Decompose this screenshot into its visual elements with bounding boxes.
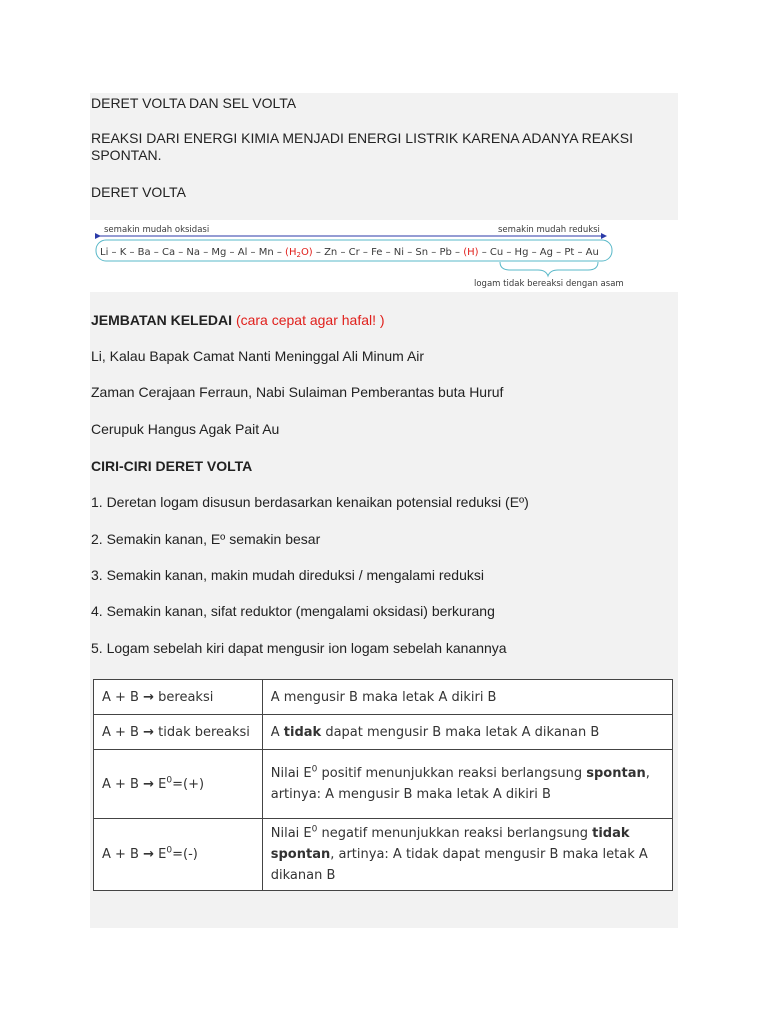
- table-row: [94, 680, 673, 715]
- mnemonic-note: (cara cepat agar hafal! ): [235, 312, 385, 328]
- reaction-table: [93, 679, 673, 891]
- table-cell-condition: $A + B \to E^0=(+)$: [94, 750, 263, 819]
- intro-paragraph: REAKSI DARI ENERGI KIMIA MENJADI ENERGI LISTRIK KARENA ADANYA REAKSI SPONTAN.: [91, 130, 633, 163]
- ciri-item: 3. Semakin kanan, makin mudah direduksi / mengalami reduksi: [91, 567, 484, 583]
- table-row: [94, 715, 673, 750]
- mnemonic-heading: [91, 312, 385, 329]
- label-oksidasi: semakin mudah oksidasi: [104, 225, 210, 235]
- table-cell-meaning: A tidak dapat mengusir B maka letak A dikanan B: [262, 715, 672, 750]
- deret-volta-diagram: [90, 220, 678, 292]
- label-reduksi: semakin mudah reduksi: [498, 225, 600, 235]
- ciri-heading: CIRI-CIRI DERET VOLTA: [91, 458, 253, 474]
- mnemonic-title: JEMBATAN KELEDAI: [91, 312, 233, 328]
- page-title: DERET VOLTA DAN SEL VOLTA: [91, 95, 297, 111]
- table-cell-meaning: Nilai $E^0$ positif menunjukkan reaksi berlangsung spontan, artinya: A mengusir B maka letak A dikiri B: [262, 750, 672, 819]
- ciri-item: 2. Semakin kanan, Eº semakin besar: [91, 531, 321, 547]
- table-row: [94, 750, 673, 819]
- mnemonic-line: Cerupuk Hangus Agak Pait Au: [91, 421, 280, 437]
- ciri-item: 1. Deretan logam disusun berdasarkan kenaikan potensial reduksi (Eº): [91, 494, 529, 510]
- table-row: [94, 819, 673, 891]
- ciri-item: 4. Semakin kanan, sifat reduktor (mengalami oksidasi) berkurang: [91, 603, 495, 619]
- mnemonic-line: Li, Kalau Bapak Camat Nanti Meninggal Ali Minum Air: [91, 348, 425, 364]
- arrow-icon: →: [143, 724, 155, 740]
- table-cell-meaning: Nilai $E^0$ negatif menunjukkan reaksi berlangsung tidak spontan, artinya: A tidak dapat mengusir B maka letak A dikanan B: [262, 819, 672, 891]
- arrow-icon: →: [143, 776, 155, 792]
- deret-volta-figure: [90, 220, 678, 292]
- table-cell-condition: $A + B \to E^0=(-)$: [94, 819, 263, 891]
- section-heading-deret-volta: DERET VOLTA: [91, 184, 186, 200]
- table-cell-meaning: A mengusir B maka letak A dikiri B: [262, 680, 672, 715]
- table-cell-condition: A + B → tidak bereaksi: [94, 715, 263, 750]
- brace-label: logam tidak bereaksi dengan asam: [474, 279, 624, 289]
- table-cell-condition: A + B → bereaksi: [94, 680, 263, 715]
- curly-brace: [500, 262, 598, 276]
- ciri-item: 5. Logam sebelah kiri dapat mengusir ion logam sebelah kanannya: [91, 640, 507, 656]
- metal-series: Li – K – Ba – Ca – Na – Mg – Al – Mn – $(H_2O)$ – Zn – Cr – Fe – Ni – Sn – Pb – (H) – Cu – Hg – Ag – Pt – Au: [100, 247, 599, 259]
- arrow-icon: →: [143, 689, 155, 705]
- arrow-icon: →: [143, 847, 155, 862]
- mnemonic-line: Zaman Cerajaan Ferraun, Nabi Sulaiman Pemberantas buta Huruf: [91, 384, 504, 400]
